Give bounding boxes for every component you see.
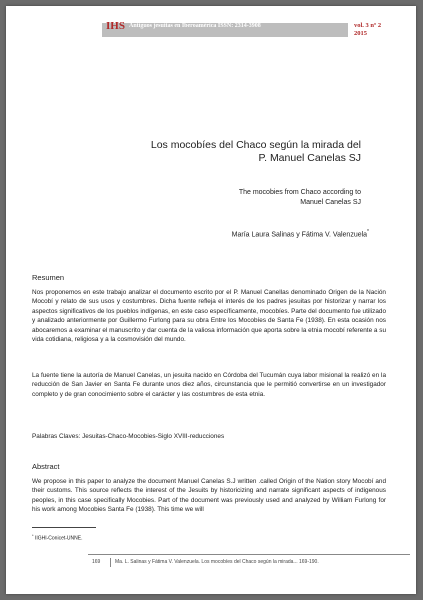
volume-info: [354, 22, 381, 38]
journal-header: [102, 18, 396, 50]
keywords: Palabras Claves: Jesuitas-Chaco-Mocobies-Siglo XVIII-reducciones: [32, 433, 225, 440]
resumen-paragraph-2: La fuente tiene la autoría de Manuel Canelas, un jesuita nacido en Córdoba del Tucumán cuya labor misional la realizó en la reducción de San Javier en Santa Fe durante unos diez años, circunstancia que le permitió convertirse en un investigador completo y de gran conocimiento sobre el carácter y las costumbres de esta etnia.: [32, 372, 386, 398]
document-page: [6, 6, 416, 594]
title-en-line-1: The mocobies from Chaco according to: [238, 189, 361, 196]
volume-year: 2015: [354, 30, 367, 37]
authors-names: María Laura Salinas y Fátima V. Valenzuela: [231, 231, 368, 239]
resumen-heading: Resumen: [32, 273, 65, 282]
footnote-rule: [32, 527, 96, 528]
article-title: [151, 139, 361, 165]
journal-logo-text: IHS: [106, 20, 125, 32]
author-footnote-mark: *: [367, 229, 369, 235]
abstract-heading: Abstract: [32, 462, 60, 471]
footer-separator: [110, 558, 111, 567]
volume-number: vol. 3 nº 2: [354, 22, 382, 29]
title-line-2: P. Manuel Canelas SJ: [258, 152, 361, 164]
running-footer: Ma. L. Salinas y Fátima V. Valenzuela. Los mocobíes del Chaco según la mirada... 169-190.: [115, 559, 319, 565]
title-en-line-2: Manuel Canelas SJ: [300, 199, 361, 206]
title-line-1: Los mocobíes del Chaco según la mirada del: [150, 139, 361, 151]
footnote: [32, 532, 82, 543]
journal-name: Antiguos jesuitas en Iberoamérica ISSN: 2314-3908: [129, 23, 261, 29]
article-authors: [232, 227, 369, 240]
article-title-english: [239, 188, 361, 208]
abstract-paragraph: We propose in this paper to analyze the document Manuel Canelas S.J written .called Origin of the Nation story Mocobí and their customs. This source reflects the interest of the Jesuits by historicizing and narrate significant aspects of indigenous peoples, in this case specifically Mocobies. Part of the document was previously used and analyzed by William Furlong for his work among Mocobies Santa Fe (1938). This time we will: [32, 478, 386, 514]
page-number: 169: [92, 559, 101, 565]
footnote-text: IIGHI-Conicet-UNNE.: [33, 535, 83, 542]
footer-rule: [88, 554, 410, 555]
resumen-paragraph-1: Nos proponemos en este trabajo analizar el documento escrito por el P. Manuel Canellas denominado Origen de la Nación Mocobí y relato de sus usos y costumbres. Dicha fuente refleja el interés de los padres jesuitas por historizar y narrar los aspectos significativos de los pueblos indígenas, en este caso específicamente, mocobíes. Parte del documento fue utilizado y analizado anteriormente por Guillermo Furlong para su obra Entre los Mocobíes de Santa Fe (1938). En esta ocasión nos abocaremos a examinar el manuscrito y dar cuenta de la valiosa información que aporta sobre la etnia mocobí referente a su vida cotidiana, religiosa y a la cosmovisión del mundo.: [32, 289, 386, 344]
footnote-mark: *: [32, 533, 34, 538]
